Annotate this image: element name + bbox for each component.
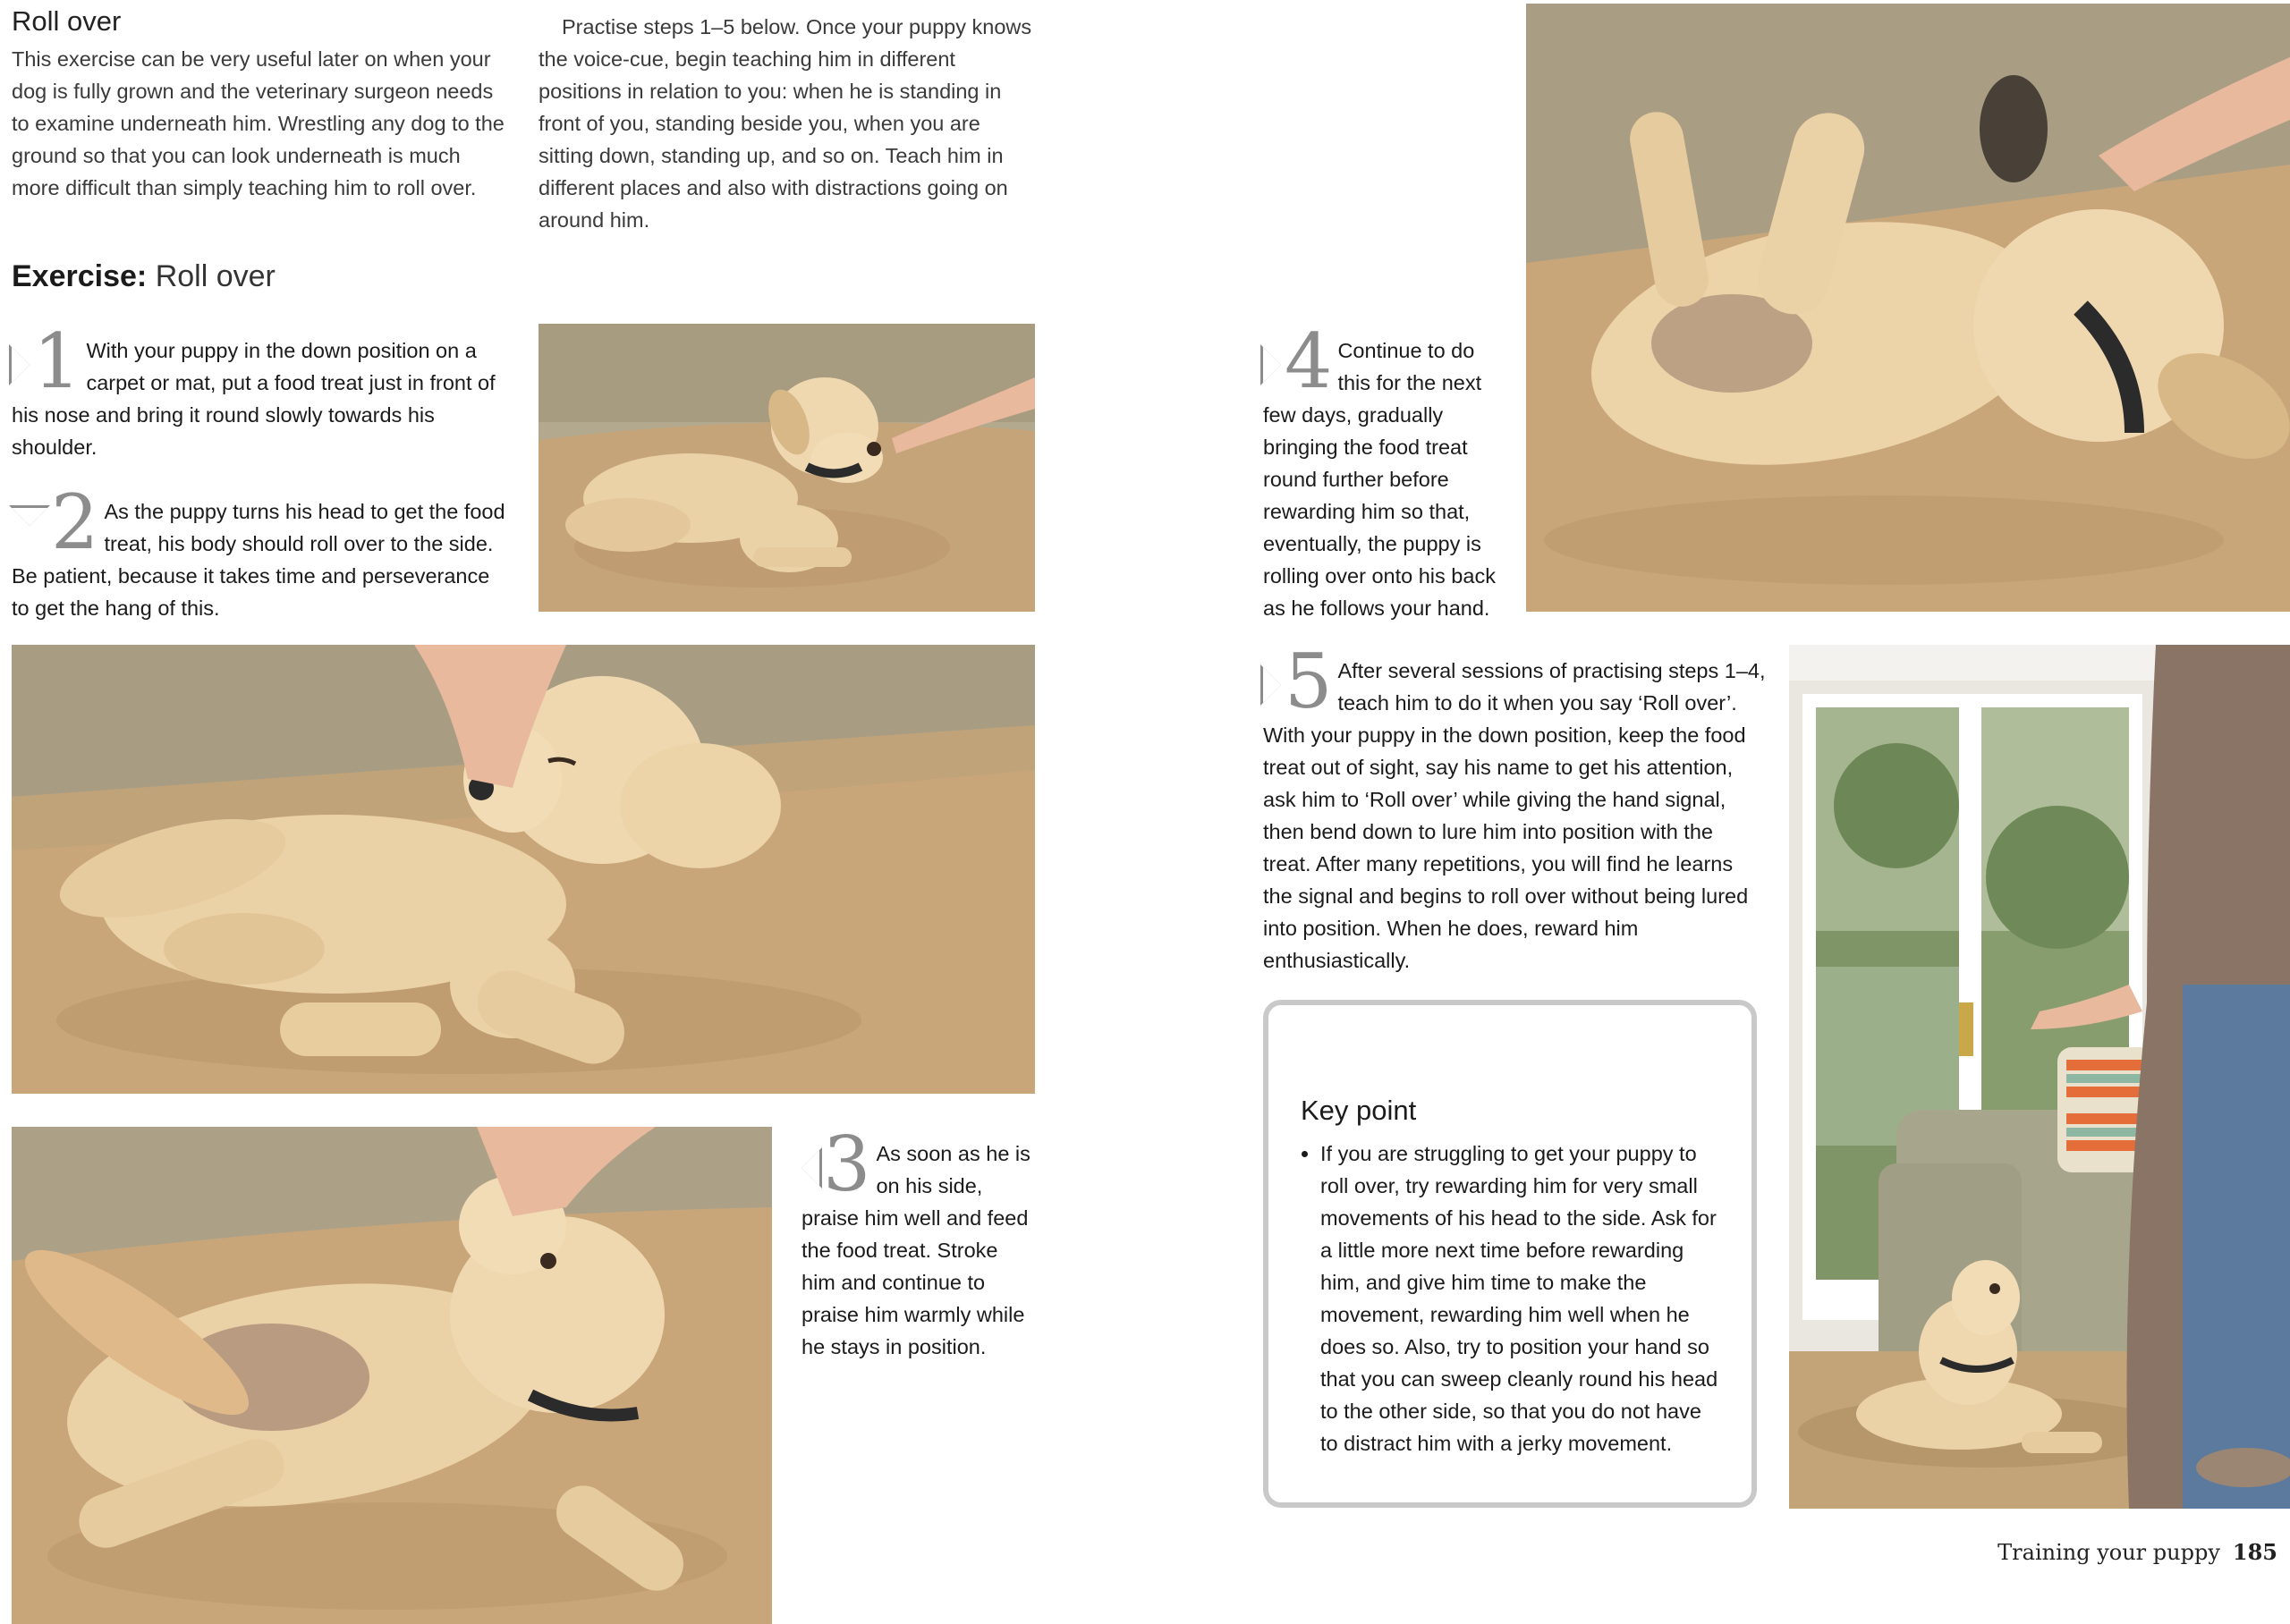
- exercise-heading: [12, 259, 276, 294]
- step-1: [12, 317, 513, 463]
- photo-puppy-down-treat: [539, 324, 1035, 612]
- key-point-list: [1301, 1138, 1725, 1459]
- key-point-title: Key point: [1301, 1095, 1417, 1126]
- step-number-badge: [1263, 638, 1333, 725]
- key-point-box: [1263, 1000, 1757, 1508]
- photo-owner-hand-signal: [1789, 645, 2290, 1509]
- photo-puppy-on-back: [1526, 4, 2290, 612]
- step-3: [802, 1121, 1036, 1363]
- step-number: 2: [51, 478, 99, 566]
- key-point-bullet: • If you are struggling to get your puppy to roll over, try rewarding him for very small movements of his head to the side. Ask for a little more next time before rewarding him, and give him time to make the movement, rewarding him well when he does so. Also, try to position your hand so that you can sweep cleanly round his head to the other side, so that you do not have to distract him with a jerky movement.: [1320, 1138, 1725, 1459]
- photo-puppy-on-side: [12, 1127, 772, 1624]
- section-heading: Roll over: [12, 5, 122, 37]
- step-number-badge: [12, 317, 81, 405]
- step-number: 3: [823, 1121, 871, 1208]
- triangle-right-icon: [1263, 667, 1281, 703]
- exercise-label: Exercise:: [12, 259, 148, 293]
- step-number: 5: [1285, 638, 1333, 725]
- step-number: 1: [33, 317, 81, 405]
- page-number: 185: [2232, 1539, 2277, 1565]
- step-text: After several sessions of practising steps 1–4, teach him to do it when you say ‘Roll over’. With your puppy in the down position, keep the food treat out of sight, say his name to get his attention, ask him to ‘Roll over’ while giving the hand signal, then bend down to lure him into position with the treat. After many repetitions, you will find he learns the signal and begins to roll over without being lured into position. When he does, reward him enthusiastically.: [1263, 659, 1766, 972]
- step-4: [1263, 317, 1506, 624]
- step-number-badge: [802, 1121, 871, 1208]
- photo-puppy-turning-head: [12, 645, 1035, 1094]
- step-5: [1263, 638, 1766, 977]
- page-footer: [1997, 1539, 2277, 1565]
- intro-paragraph: This exercise can be very useful later on when your dog is fully grown and the veterinary surgeon needs to examine underneath him. Wrestling any dog to the ground so that you can look underneath is much more difficult than simply teaching him to roll over.: [12, 47, 505, 199]
- step-text: Continue to do this for the next few days, gradually bringing the food treat round further before rewarding him so that, eventually, the puppy is rolling over onto his back as he follows your hand.: [1263, 339, 1496, 620]
- step-number-badge: [12, 478, 99, 566]
- step-text: As the puppy turns his head to get the food treat, his body should roll over to the side. Be patient, because it takes time and perseverance to get the hang of this.: [12, 500, 505, 620]
- triangle-down-icon: [12, 508, 47, 526]
- step-number-badge: [1263, 317, 1333, 405]
- step-number: 4: [1285, 317, 1333, 405]
- step-text: As soon as he is on his side, praise him well and feed the food treat. Stroke him and continue to praise him warmly while he stays in position.: [802, 1142, 1030, 1358]
- practise-paragraph: Practise steps 1–5 below. Once your puppy knows the voice-cue, begin teaching him in different positions in relation to you: when he is standing in front of you, standing beside you, when you are sitting down, standing up, and so on. Teach him in different places and also with distractions going on around him.: [539, 15, 1032, 232]
- triangle-left-icon: [802, 1150, 819, 1186]
- running-title: Training your puppy: [1997, 1540, 2220, 1565]
- triangle-right-icon: [1263, 347, 1281, 383]
- triangle-right-icon: [12, 347, 30, 383]
- exercise-title: Roll over: [155, 259, 276, 293]
- step-2: [12, 478, 513, 624]
- step-text: With your puppy in the down position on a carpet or mat, put a food treat just in front of his nose and bring it round slowly towards his shoulder.: [12, 339, 496, 459]
